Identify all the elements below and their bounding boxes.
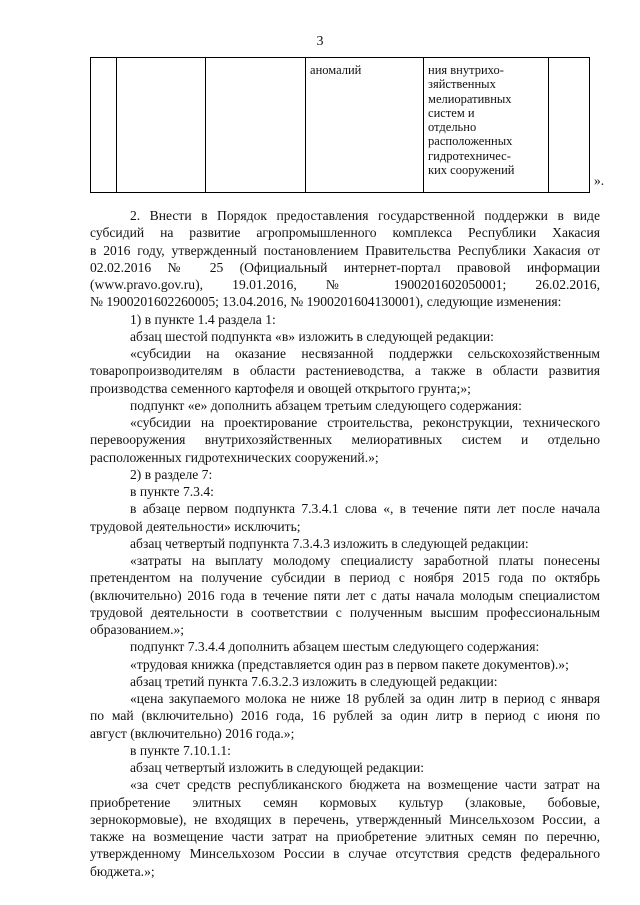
paragraph-line: товаропроизводителям в области растениеводства, а также в области развития — [90, 363, 600, 379]
table-cell-line: мелиоративных — [428, 91, 512, 106]
paragraph — [90, 466, 600, 483]
paragraph-line: «за счет средств республиканского бюджета на возмещение части затрат на — [130, 777, 600, 793]
paragraph — [90, 742, 600, 759]
paragraph — [90, 673, 600, 690]
paragraph-line: трудовой деятельности в соответствии с полученным высшим профессиональным — [90, 604, 600, 620]
table-cell-line: отдельно — [428, 120, 477, 135]
paragraph-line: приобретение элитных семян кормовых культур (злаковые, бобовые, — [90, 794, 600, 810]
paragraph-line: перевооружения внутрихозяйственных мелиоративных систем и отдельно — [90, 432, 600, 448]
paragraph-line: субсидий на развитие агропромышленного комплекса Республики Хакасия — [90, 225, 600, 241]
table-row — [91, 58, 590, 193]
table-cell — [549, 58, 590, 193]
table-cell — [116, 58, 205, 193]
table-cell-anomalies — [306, 58, 424, 193]
paragraph-line: 02.02.2016 № 25 (Официальный интернет-портал правовой информации — [90, 259, 600, 275]
table-cell-line: аномалий — [310, 63, 362, 77]
paragraph — [90, 690, 600, 742]
paragraph-line: в пункте 7.3.4: — [130, 484, 214, 499]
table-cell-line: ких сооружений — [428, 163, 515, 178]
paragraph-line: «цена закупаемого молока не ниже 18 рублей за один литр в период с января — [130, 691, 600, 706]
page-number: 3 — [316, 34, 324, 49]
paragraph-line: № 1900201602260005; 13.04.2016, № 1900201604130001), следующие изменения: — [90, 294, 562, 310]
table-cell — [91, 58, 117, 193]
paragraph-line: абзац шестой подпункта «в» изложить в следующей редакции: — [130, 328, 494, 344]
paragraph — [90, 328, 600, 345]
paragraph-line: абзац третий пункта 7.6.3.2.3 изложить в следующей редакции: — [130, 673, 498, 689]
paragraph-line: в 2016 году, утвержденный постановлением Правительства Республики Хакасия от — [90, 242, 600, 258]
table-cell-systems — [424, 58, 549, 193]
paragraph — [90, 656, 600, 673]
closing-quote: ». — [594, 173, 605, 188]
paragraph — [90, 638, 600, 655]
paragraph-line: в абзаце первом подпункта 7.3.4.1 слова «, в течение пяти лет после начала — [130, 501, 600, 517]
paragraph-line: абзац четвертый изложить в следующей редакции: — [130, 760, 425, 775]
paragraph-line: 2) в разделе 7: — [130, 466, 213, 482]
paragraph-line: производства семенного картофеля и овощей открытого грунта;»; — [90, 380, 471, 396]
table-cell-line: систем и — [428, 105, 475, 120]
paragraph-line: бюджета.»; — [90, 863, 155, 879]
paragraph-line: в пункте 7.10.1.1: — [130, 742, 231, 758]
paragraph-line: (www.pravo.gov.ru), 19.01.2016, № 1900201602050001; 26.02.2016, — [90, 277, 600, 292]
paragraph — [90, 776, 600, 880]
paragraph — [90, 535, 600, 552]
paragraph — [90, 500, 600, 535]
paragraph — [90, 207, 600, 311]
paragraph-line: по май (включительно) 2016 года, 16 рублей за один литр в период с июня по — [90, 708, 600, 724]
paragraph — [90, 311, 600, 328]
paragraph-line: утвержденному Минсельхозом России в случае отсутствия средств федерального — [90, 846, 600, 862]
paragraph — [90, 552, 600, 638]
paragraph-line: образованием.»; — [90, 622, 185, 637]
paragraph-line: трудовой деятельности» исключить; — [90, 518, 301, 534]
paragraph — [90, 414, 600, 466]
paragraph-line: претендентом на получение субсидии в период с ноября 2015 года по октябрь — [90, 570, 600, 586]
paragraph — [90, 397, 600, 414]
paragraph-line: «трудовая книжка (представляется один раз в первом пакете документов).»; — [130, 656, 569, 672]
table-cell-line: ния внутрихо- — [428, 63, 504, 77]
paragraph-line: также на возмещение части затрат на приобретение элитных семян по перечню, — [90, 829, 600, 844]
table-cell-line: расположенных — [428, 134, 513, 149]
table-cell — [205, 58, 306, 193]
paragraph-line: август (включительно) 2016 года.»; — [90, 725, 295, 741]
paragraph-line: «субсидии на оказание несвязанной поддержки сельскохозяйственным — [130, 346, 600, 361]
table-cell-line: гидротехничес- — [428, 148, 511, 163]
paragraph-line: подпункт 7.3.4.4 дополнить абзацем шестым следующего содержания: — [130, 639, 540, 655]
paragraph-line: подпункт «е» дополнить абзацем третьим следующего содержания: — [130, 397, 522, 413]
paragraph-line: «субсидии на проектирование строительства, реконструкции, технического — [130, 415, 600, 430]
table-fragment — [90, 57, 590, 193]
paragraph-line: (включительно) 2016 года в течение пяти лет с даты начала молодым специалистом — [90, 587, 600, 603]
table-cell-line: зяйственных — [428, 77, 496, 92]
paragraph-line: расположенных гидротехнических сооружений.»; — [90, 449, 379, 465]
document-body — [90, 207, 600, 880]
paragraph-line: зернокормовые), не входящих в перечень, утвержденный Минсельхозом России, а — [90, 811, 600, 827]
paragraph — [90, 759, 600, 776]
paragraph-line: абзац четвертый подпункта 7.3.4.3 изложить в следующей редакции: — [130, 535, 529, 551]
paragraph-line: «затраты на выплату молодому специалисту заработной платы понесены — [130, 553, 600, 568]
paragraph-line: 2. Внести в Порядок предоставления государственной поддержки в виде — [130, 208, 600, 223]
paragraph — [90, 483, 600, 500]
paragraph-line: 1) в пункте 1.4 раздела 1: — [130, 311, 276, 327]
paragraph — [90, 345, 600, 397]
